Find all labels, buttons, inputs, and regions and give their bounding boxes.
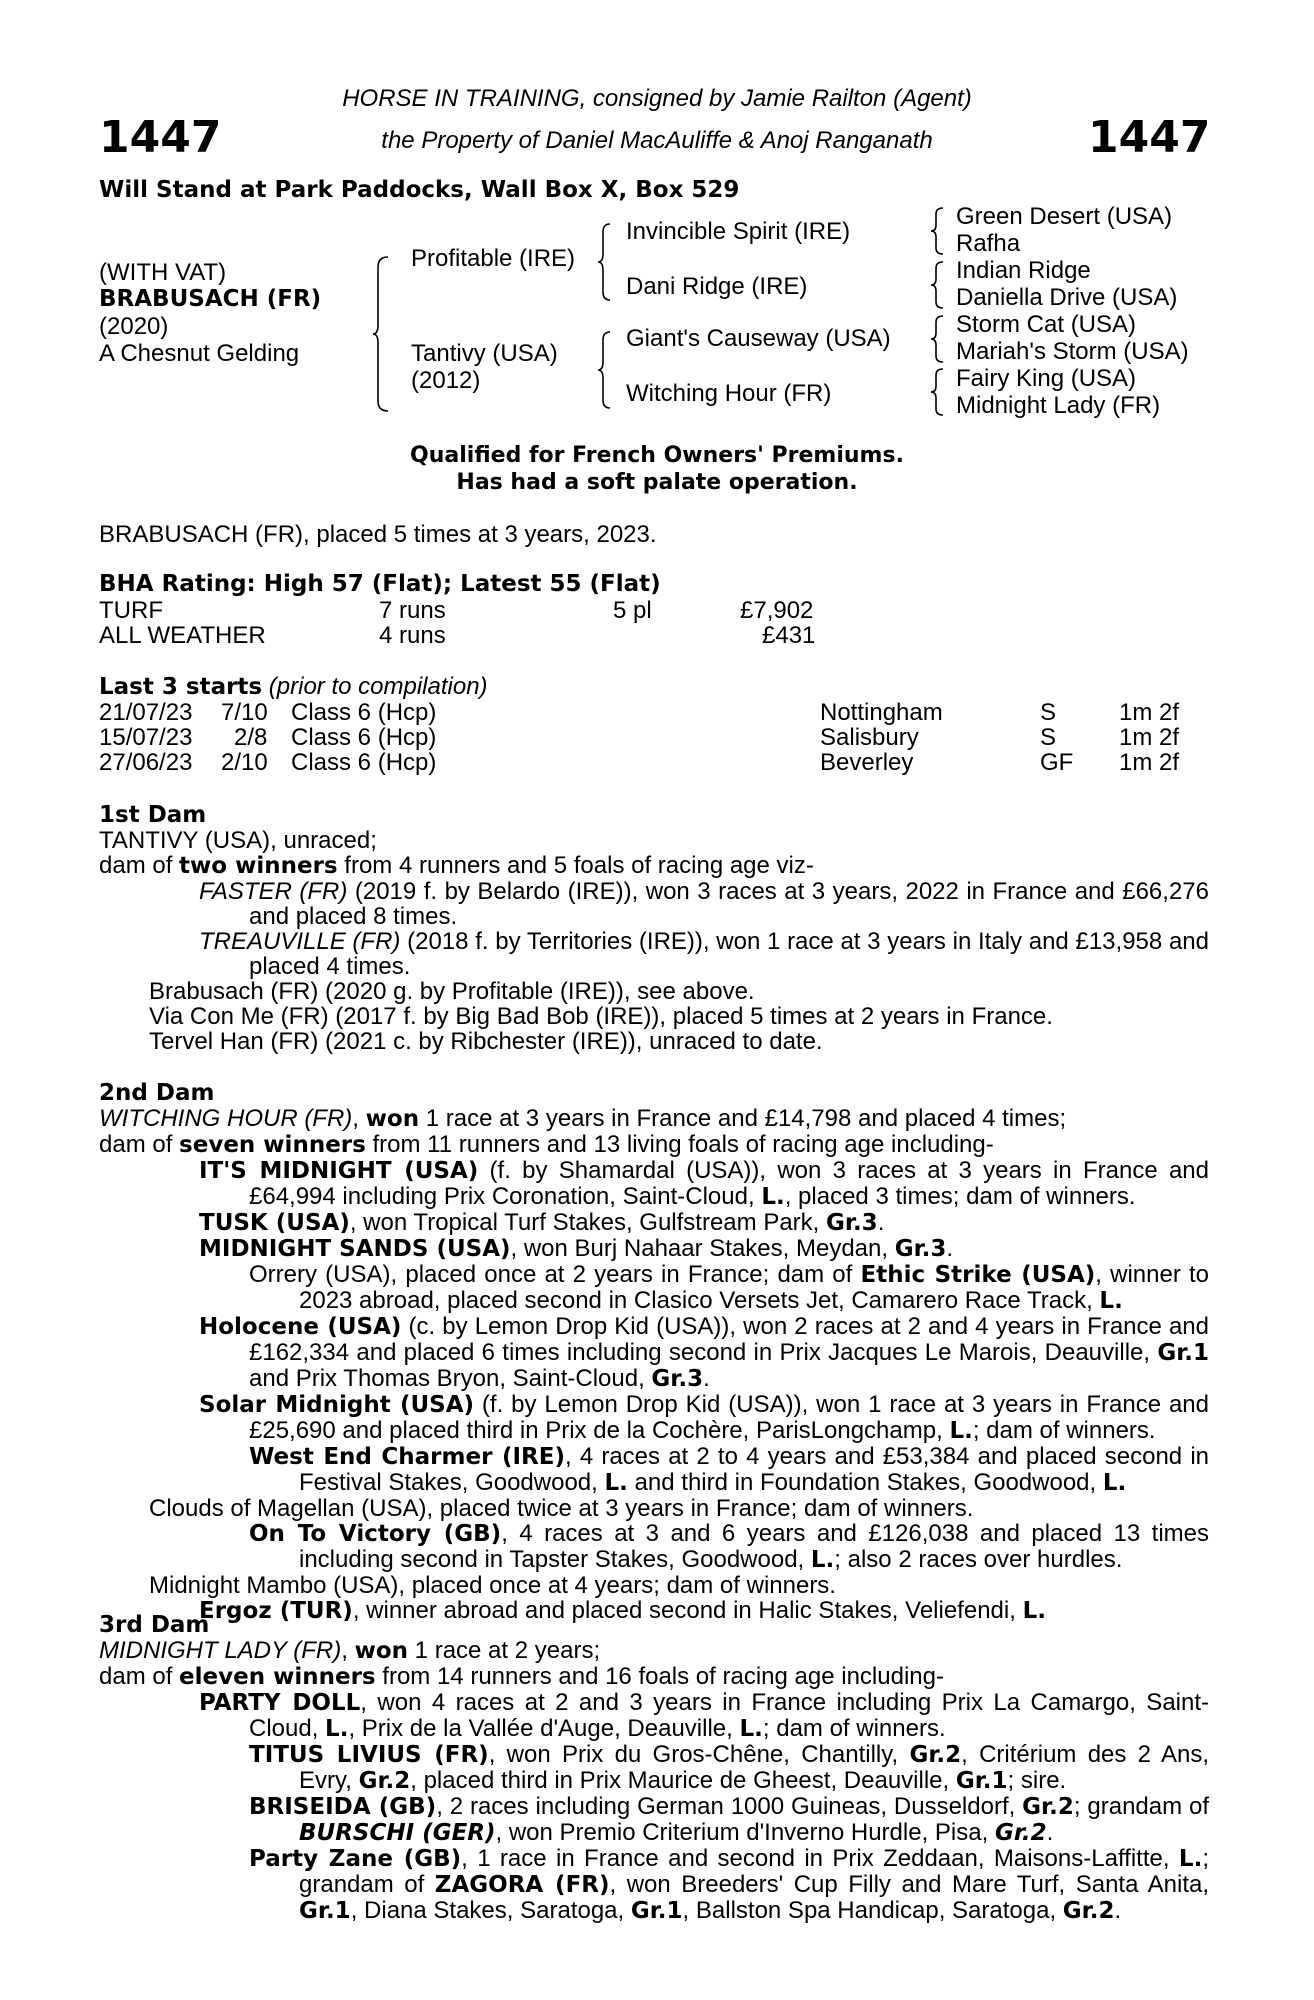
pedigree-sire-sire: Invincible Spirit (IRE) [626,218,851,245]
pedigree-dam-dam: Witching Hour (FR) [626,380,832,407]
race-summary: BRABUSACH (FR), placed 5 times at 3 years, 2023. [99,521,657,548]
consignor-line: HORSE IN TRAINING, consigned by Jamie Railton (Agent) [342,85,972,112]
operation-note: Has had a soft palate operation. [456,470,858,495]
runs: 4 runs [379,622,446,649]
section-title: 1st Dam [99,802,207,828]
horse-year: (2020) [99,313,169,340]
pedigree-dsd: Mariah's Storm (USA) [956,338,1189,365]
premium-note: Qualified for French Owners' Premiums. [410,443,904,468]
surface: TURF [99,597,163,624]
pedigree-ssd: Rafha [956,230,1021,257]
pedigree-brace-dd [930,367,946,417]
pedigree-sire-dam: Dani Ridge (IRE) [626,273,808,300]
surface: ALL WEATHER [99,622,266,649]
pedigree-sds: Indian Ridge [956,257,1091,284]
prize: £7,902 [740,597,814,624]
third-dam-section: 3rd Dam MIDNIGHT LADY (FR), won 1 race at 2 years; dam of eleven winners from 14 runners and 16 foals of racing age including- PARTY DOLL, won 4 races at 2 and 3 years in France including Prix La Camargo, Saint-Cloud, L., Prix de la Vallée d'Auge, Deauville, L.; dam of winners. TITUS LIVIUS (FR), won Prix du Gros-Chêne, Chantilly, Gr.2, Critérium des 2 Ans, Evry, Gr.2, placed third in Prix Maurice de Gheest, Deauville, Gr.1; sire. BRISEIDA (GB), 2 races including German 1000 Guineas, Dusseldorf, Gr.2; grandam of BURSCHI (GER), won Premio Criterium d'Inverno Hurdle, Pisa, Gr.2. Party Zane (GB), 1 race in France and second in Prix Zeddaan, Maisons-Laffitte, L.; grandam of ZAGORA (FR), won Breeders' Cup Filly and Mare Turf, Santa Anita, Gr.1, Diana Stakes, Saratoga, Gr.1, Ballston Spa Handicap, Saratoga, Gr.2. [99,1612,1210,1924]
placed: 5 pl [613,597,652,624]
pedigree-brace-ds [930,314,946,364]
pedigree-sire: Profitable (IRE) [411,245,576,272]
last-starts-heading: Last 3 starts (prior to compilation) [99,673,488,700]
vat-note: (WITH VAT) [99,259,227,286]
pedigree-dam-year: (2012) [411,367,481,394]
stand-location: Will Stand at Park Paddocks, Wall Box X, Box 529 [99,177,740,203]
pedigree-dam-sire: Giant's Causeway (USA) [626,325,891,352]
horse-description: A Chesnut Gelding [99,340,300,367]
pedigree-brace-ss [930,206,946,256]
pedigree-brace-dam [597,330,613,410]
pedigree-dam: Tantivy (USA) [411,340,558,367]
pedigree-sss: Green Desert (USA) [956,203,1173,230]
pedigree-brace-sire [597,222,613,302]
lot-number-left: 1447 [99,112,222,163]
pedigree-sdd: Daniella Drive (USA) [956,284,1178,311]
pedigree-ddd: Midnight Lady (FR) [956,392,1161,419]
pedigree-brace-main [372,255,392,413]
second-dam-section: 2nd Dam WITCHING HOUR (FR), won 1 race at 3 years in France and £14,798 and placed 4 times; dam of seven winners from 11 runners and 13 living foals of racing age including- IT'S MIDNIGHT (USA) (f. by Shamardal (USA)), won 3 races at 3 years in France and £64,994 including Prix Coronation, Saint-Cloud, L., placed 3 times; dam of winners. TUSK (USA), won Tropical Turf Stakes, Gulfstream Park, Gr.3. MIDNIGHT SANDS (USA), won Burj Nahaar Stakes, Meydan, Gr.3. Orrery (USA), placed once at 2 years in France; dam of Ethic Strike (USA), winner to 2023 abroad, placed second in Clasico Versets Jet, Camarero Race Track, L. Holocene (USA) (c. by Lemon Drop Kid (USA)), won 2 races at 2 and 4 years in France and £162,334 and placed 6 times including second in Prix Jacques Le Marois, Deauville, Gr.1 and Prix Thomas Bryon, Saint-Cloud, Gr.3. Solar Midnight (USA) (f. by Lemon Drop Kid (USA)), won 1 race at 3 years in France and £25,690 and placed third in Prix de la Cochère, ParisLongchamp, L.; dam of winners. West End Charmer (IRE), 4 races at 2 to 4 years and £53,384 and placed second in Festival Stakes, Goodwood, L. and third in Foundation Stakes, Goodwood, L. Clouds of Magellan (USA), placed twice at 3 years in France; dam of winners. On To Victory (GB), 4 races at 3 and 6 years and £126,038 and placed 13 times including second in Tapster Stakes, Goodwood, L.; also 2 races over hurdles. Midnight Mambo (USA), placed once at 4 years; dam of winners. Ergoz (TUR), winner abroad and placed second in Halic Stakes, Veliefendi, L. [99,1080,1210,1624]
section-title: 3rd Dam [99,1612,210,1638]
pedigree-dds: Fairy King (USA) [956,365,1137,392]
first-dam-section: 1st Dam TANTIVY (USA), unraced; dam of two winners from 4 runners and 5 foals of racing age viz- FASTER (FR) (2019 f. by Belardo (IRE)), won 3 races at 3 years, 2022 in France and £66,276 and placed 8 times. TREAUVILLE (FR) (2018 f. by Territories (IRE)), won 1 race at 3 years in Italy and £13,958 and placed 4 times. Brabusach (FR) (2020 g. by Profitable (IRE)), see above. Via Con Me (FR) (2017 f. by Big Bad Bob (IRE)), placed 5 times at 2 years in France. Tervel Han (FR) (2021 c. by Ribchester (IRE)), unraced to date. [99,802,1209,1055]
property-line: the Property of Daniel MacAuliffe & Anoj Ranganath [381,127,933,154]
pedigree-brace-sd [930,260,946,310]
prize: £431 [762,622,816,649]
section-title: 2nd Dam [99,1080,215,1106]
bha-rating: BHA Rating: High 57 (Flat); Latest 55 (Flat) [99,571,661,597]
runs: 7 runs [379,597,446,624]
pedigree-dss: Storm Cat (USA) [956,311,1137,338]
lot-number-right: 1447 [1088,112,1211,163]
horse-name: BRABUSACH (FR) [99,286,322,312]
